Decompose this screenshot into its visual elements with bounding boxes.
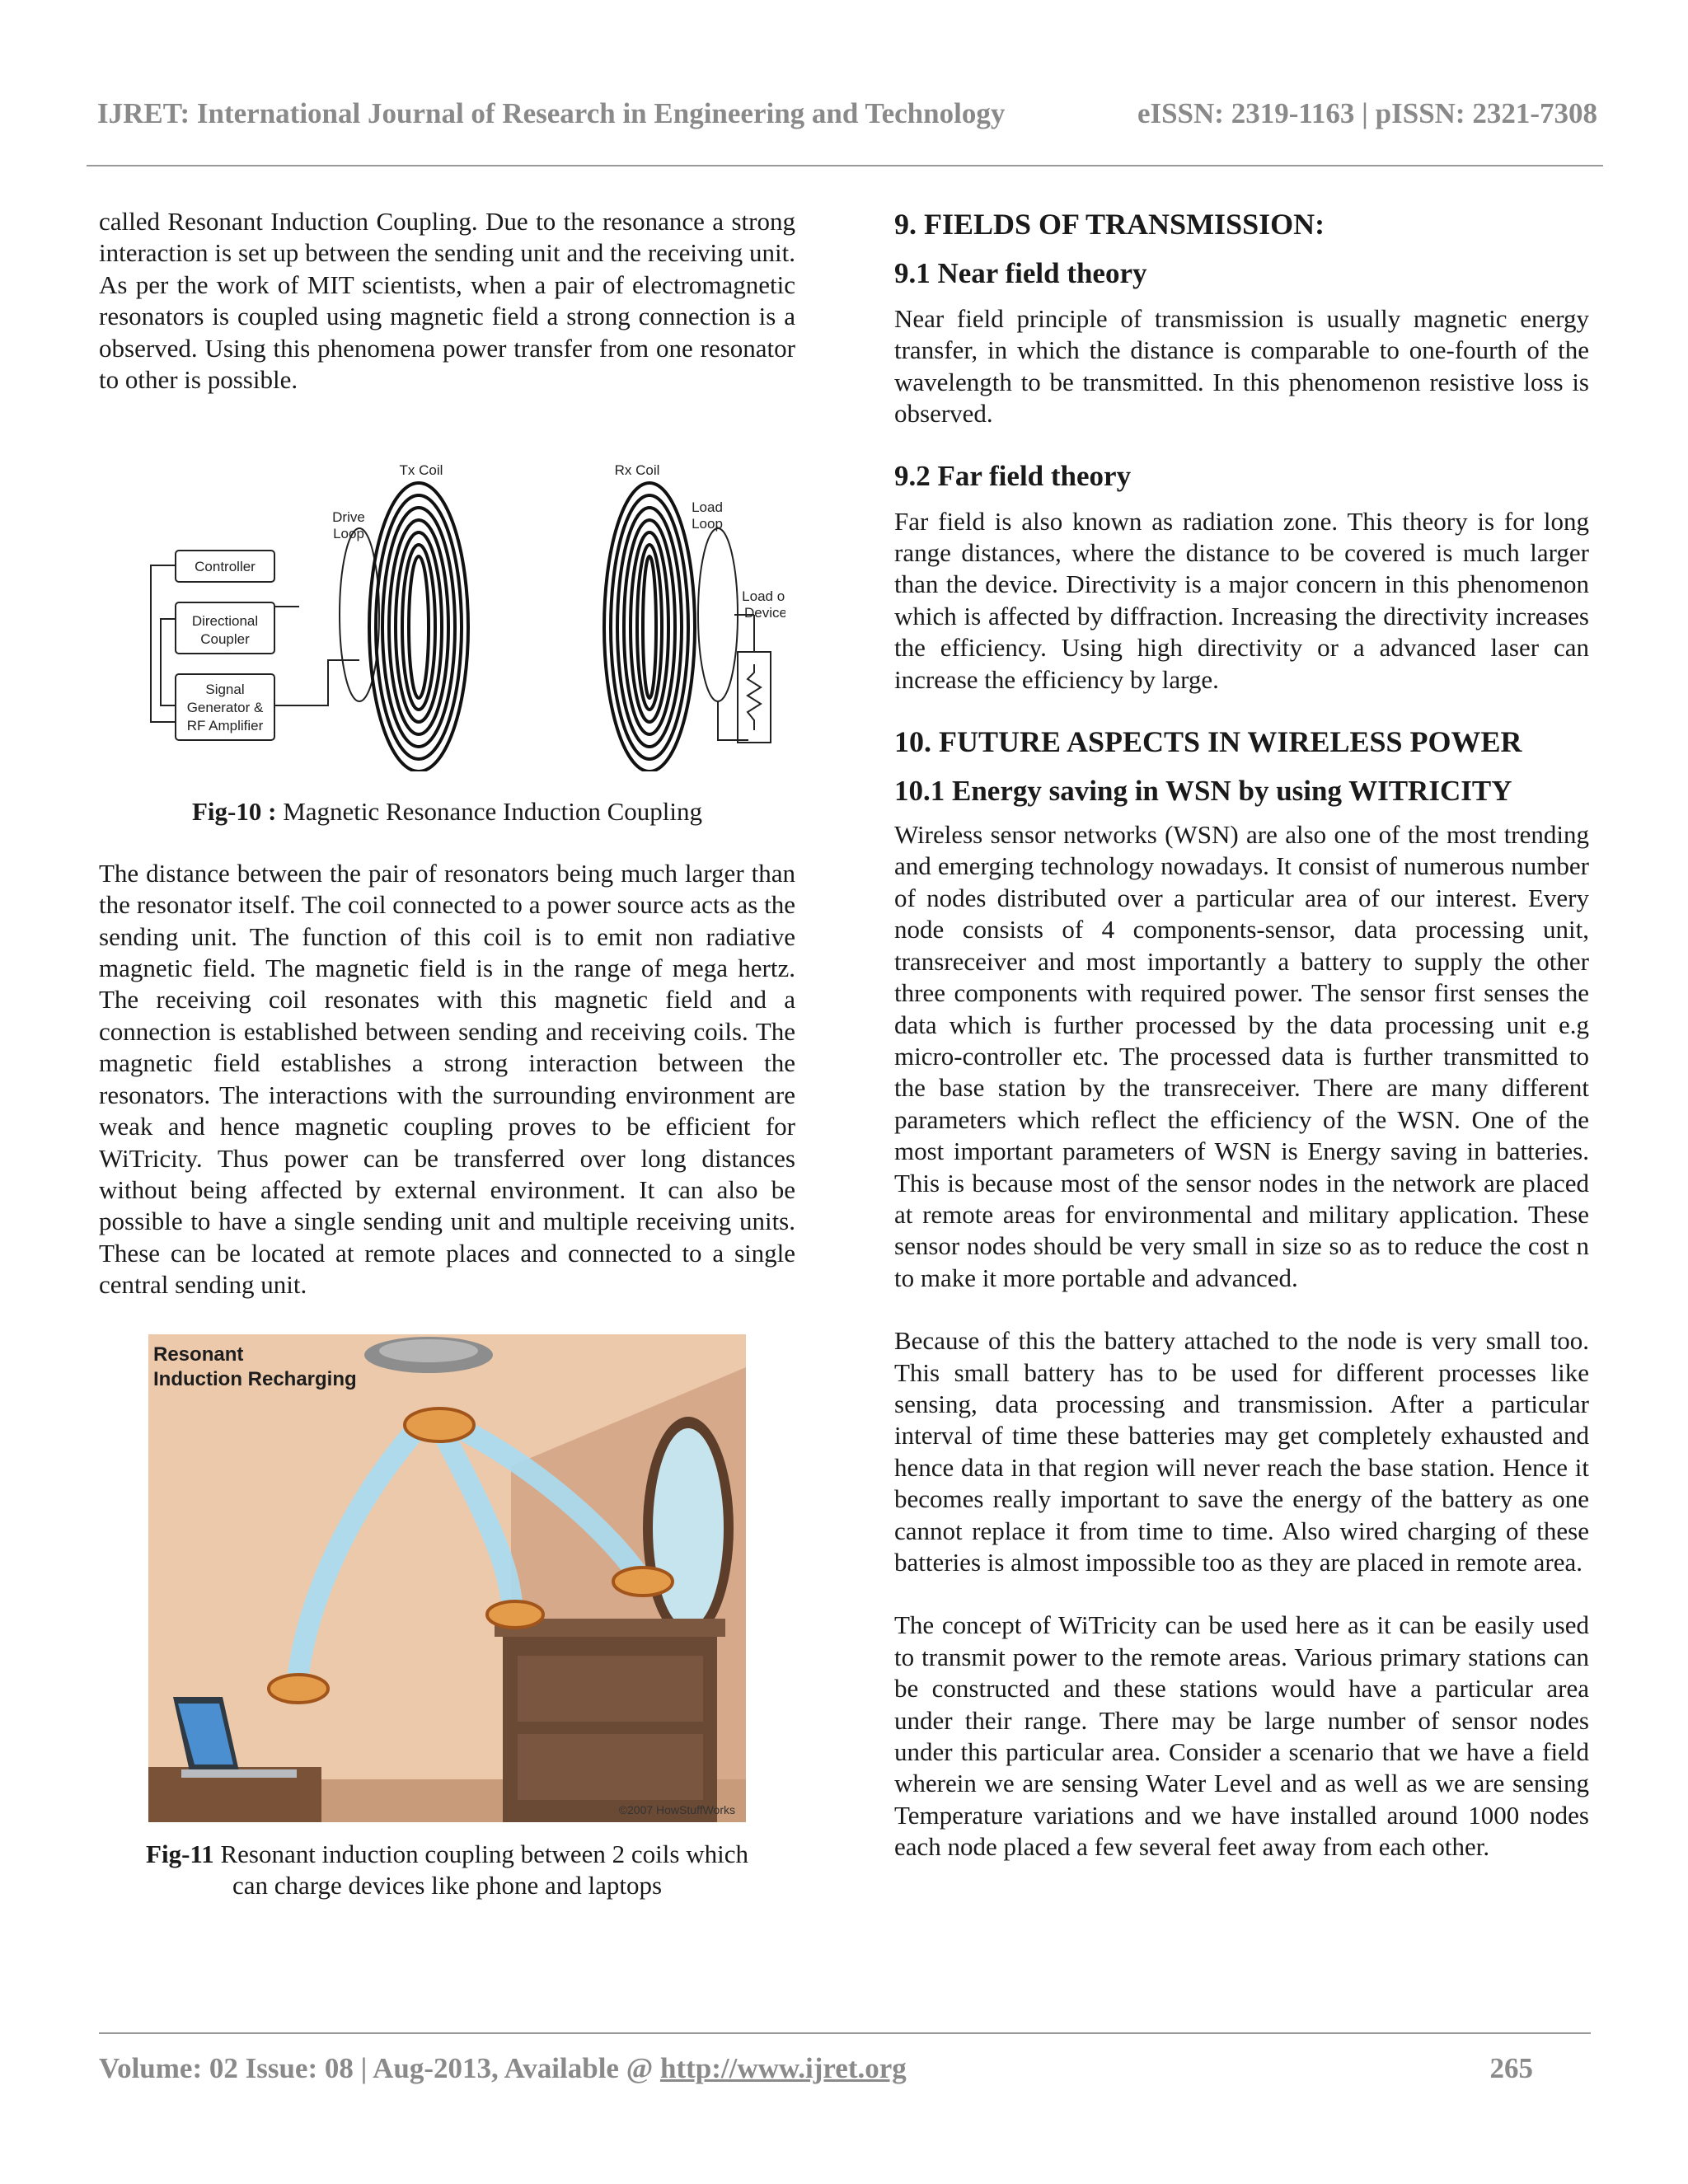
running-footer: [99, 2052, 1582, 2085]
siggen-label-2: Generator &: [186, 700, 263, 716]
caption-label: Fig-11: [146, 1839, 214, 1868]
paragraph: Wireless sensor networks (WSN) are also one of the most trending and emerging technology nowadays. It consist of numerous number of nodes distributed over a particular area of our interest. Every node consists of 4 components-sensor, data processing unit, transreceiver and most importantly a battery to supply the other three components with required power. The sensor first senses the data which is further processed by the data processing unit e.g micro-controller etc. The processed data is further transmitted to the base station by the transreceiver. There are many different parameters which reflect the efficiency of the WSN. One of the most important parameters of WSN is Energy saving in batteries. This is because most of the sensor nodes in the network are placed at remote areas for environmental and military application. These sensor nodes should be very small in size so as to reduce the cost n to make it more portable and advanced.: [894, 820, 1589, 1292]
journal-title: IJRET: International Journal of Research in Engineering and Technology: [97, 97, 1006, 129]
ceiling-coil: [405, 1408, 474, 1441]
load-device-label-2: Device: [743, 605, 785, 621]
issn: eISSN: 2319-1163 | pISSN: 2321-7308: [1137, 97, 1597, 129]
running-header: [97, 97, 1597, 130]
figure-11: [148, 1334, 746, 1822]
figure-11-caption: [99, 1839, 795, 1902]
drive-loop-label-2: Loop: [332, 526, 364, 542]
figure-10-caption: [99, 796, 795, 827]
laptop-coil: [269, 1675, 328, 1703]
page-number: 265: [1489, 2052, 1533, 2084]
siggen-label-3: RF Amplifier: [186, 718, 263, 734]
load-loop: [698, 528, 738, 701]
load-loop-label-2: Loop: [691, 516, 723, 532]
header-rule: [87, 165, 1603, 166]
rx-coil: [604, 483, 695, 771]
tx-coil-label: Tx Coil: [399, 462, 443, 479]
coupler-label-2: Coupler: [199, 631, 250, 648]
paragraph: called Resonant Induction Coupling. Due to the resonance a strong interaction is set up between the sending unit and the receiving unit. As per the work of MIT scientists, when a pair of electromagnetic resonators is coupled using magnetic field a strong connection is a observed. Using this phenomena power transfer from one resonator to other is possible.: [99, 207, 795, 395]
section-9-2-heading: 9.2 Far field theory: [894, 459, 1132, 492]
footer-rule: [99, 2032, 1591, 2034]
figure-11-title: Resonant: [153, 1343, 244, 1366]
paragraph: Because of this the battery attached to the node is very small too. This small battery has to be used for different processes like sensing, data processing and transmission. After a particular interval of time these batteries may get completely exhausted and hence data in that region will never reach the base station. Hence it becomes really important to save the energy of the battery as one cannot replace it from time to time. Also wired charging of these batteries is almost impossible too as they are placed in remote area.: [894, 1326, 1589, 1577]
volume-info: [99, 2052, 907, 2085]
section-9-heading: 9. FIELDS OF TRANSMISSION:: [894, 208, 1325, 241]
journal-link[interactable]: http://www.ijret.org: [660, 2052, 907, 2084]
device-coil: [613, 1568, 673, 1596]
controller-label: Controller: [194, 559, 256, 575]
section-10-heading: 10. FUTURE ASPECTS IN WIRELESS POWER: [894, 725, 1522, 759]
tx-coil: [369, 483, 468, 771]
section-9-1-heading: 9.1 Near field theory: [894, 257, 1147, 289]
caption-text: Resonant induction coupling between 2 coils which: [213, 1839, 748, 1868]
caption-label: Fig-10 :: [191, 797, 277, 827]
paragraph: The distance between the pair of resonators being much larger than the resonator itself. The coil connected to a power source acts as the sending unit. The function of this coil is to emit non radiative magnetic field. The magnetic field is in the range of mega hertz. The receiving coil resonates with this magnetic field and a connection is established between sending and receiving coils. The magnetic field establishes a strong interaction between the resonators. The interactions with the surrounding environment are weak and hence magnetic coupling proves to be efficient for WiTricity. Thus power can be transferred over long distances without being affected by external environment. It can also be possible to have a single sending unit and multiple receiving units. These can be located at remote places and connected to a single central sending unit.: [99, 858, 795, 1300]
figure-11-copyright: ©2007 HowStuffWorks: [618, 1802, 735, 1816]
left-column: [99, 206, 795, 1901]
caption-text: Magnetic Resonance Induction Coupling: [276, 797, 702, 827]
caption-text-2: can charge devices like phone and laptops: [232, 1870, 663, 1900]
figure-11-title-2: Induction Recharging: [153, 1367, 357, 1390]
phone-coil: [487, 1601, 543, 1628]
coupler-label: Directional: [191, 613, 258, 630]
paragraph: Far field is also known as radiation zone. This theory is for long range distances, where the distance to be covered is much larger than the device. Directivity is a major concern in this phenomenon which is affected by diffraction. Increasing the directivity increases the efficiency. Using high directivity or a advanced laser can increase the efficiency by large.: [894, 506, 1589, 694]
rx-coil-label: Rx Coil: [614, 462, 659, 479]
volume-text: Volume: 02 Issue: 08 | Aug-2013, Available @: [99, 2052, 661, 2084]
figure-10: [110, 458, 785, 771]
section-10-1-heading: 10.1 Energy saving in WSN by using WITRICITY: [894, 775, 1512, 808]
resonance-coupling-diagram: [110, 458, 785, 771]
siggen-label: Signal: [204, 682, 245, 698]
paragraph: Near field principle of transmission is usually magnetic energy transfer, in which the distance is comparable to one-fourth of the wavelength to be transmitted. In this phenomenon resistive loss is observed.: [894, 304, 1589, 429]
drive-loop-label: Drive: [331, 509, 365, 526]
load-loop-label: Load: [691, 499, 723, 516]
paragraph: The concept of WiTricity can be used here as it can be easily used to transmit power to the remote areas. Various primary stations can be constructed and these stations would have a particular area under their range. There may be large number of sensor nodes under this particular area. Consider a scenario that we have a field wherein we are sensing Water Level and as well as we are sensing Temperature variations and we have installed around 1000 nodes each node placed a few several feet away from each other.: [894, 1610, 1589, 1862]
load-device-label: Load or: [741, 588, 785, 605]
right-column: [894, 206, 1589, 1863]
resonant-induction-recharging-illustration: [148, 1334, 746, 1822]
